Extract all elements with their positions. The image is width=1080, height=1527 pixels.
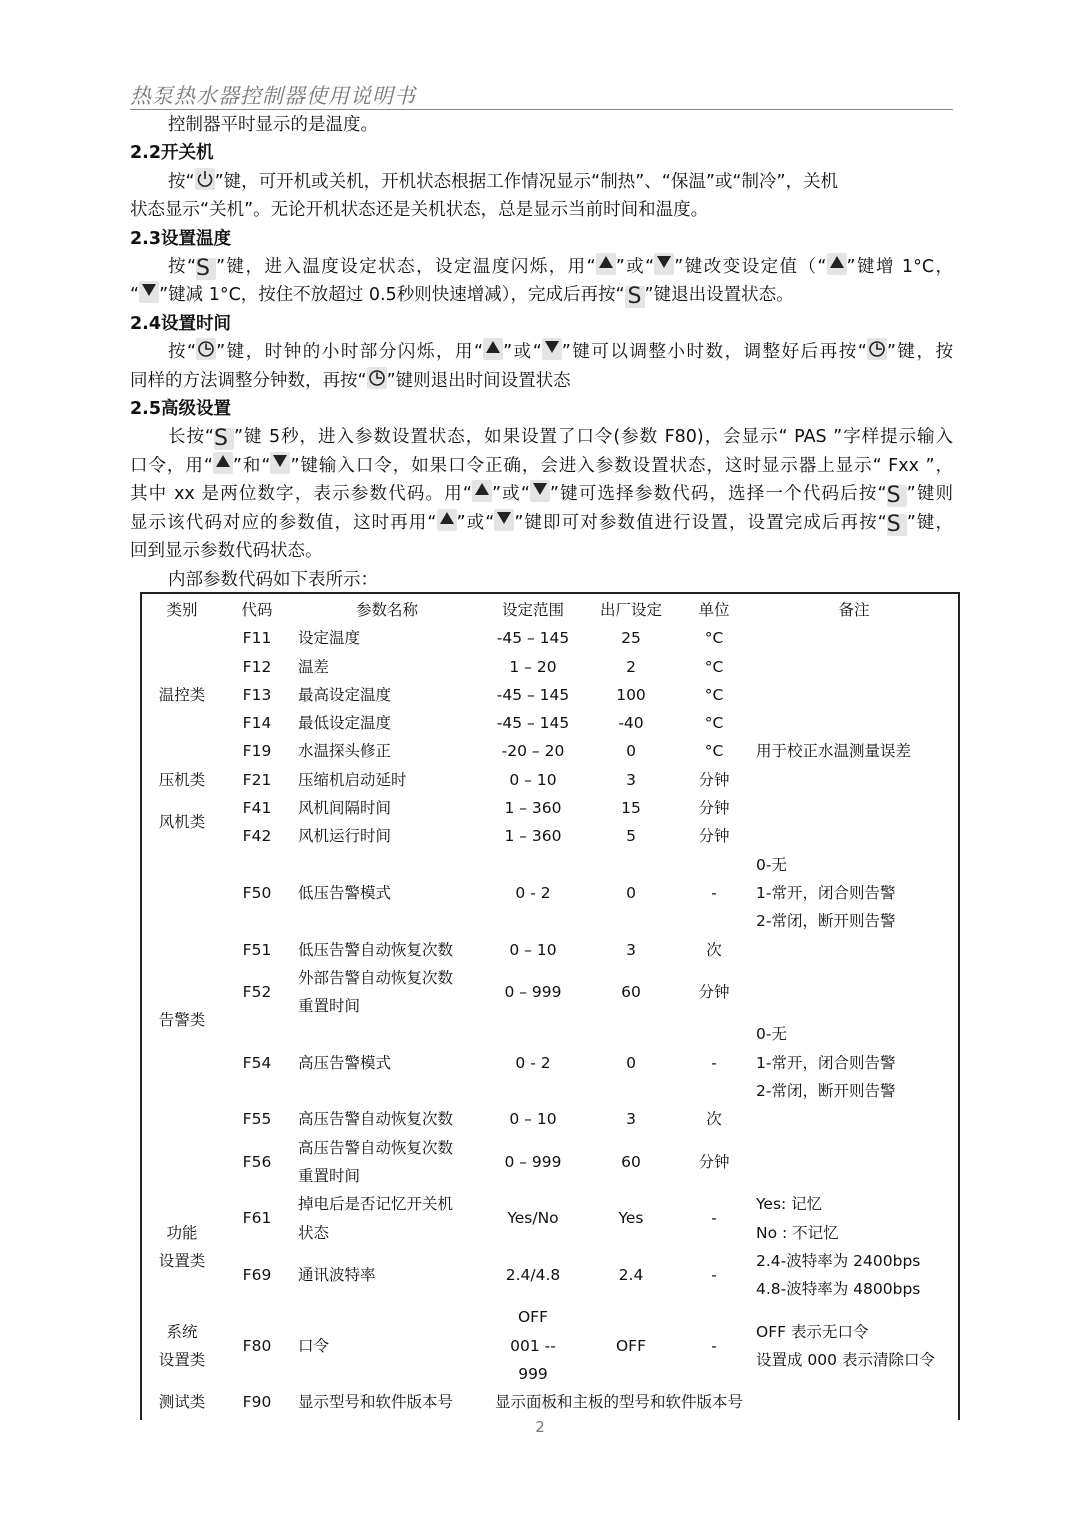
code-cell: F11 <box>242 629 272 648</box>
text-run: ”键 5秒，进入参数设置状态，如果设置了口令(参数 F80)，会显示“ PAS ”字样提示输入 <box>234 427 953 448</box>
default-cell: 3 <box>626 1110 636 1129</box>
set-key-icon: S <box>214 428 234 450</box>
paragraph-line <box>130 111 953 139</box>
table-row <box>142 794 958 822</box>
table-row <box>142 1134 958 1191</box>
document-body <box>130 111 953 594</box>
note-cell <box>750 822 958 850</box>
unit-cell: °C <box>704 629 724 648</box>
text-run: 按“ <box>168 342 197 363</box>
unit-cell: °C <box>704 657 724 676</box>
paragraph-line <box>130 367 953 395</box>
name-cell: 低压告警自动恢复次数 <box>298 940 454 959</box>
category-cell: 系统 设置类 <box>158 1322 206 1369</box>
text-run: ”键退出设置状态。 <box>644 285 794 306</box>
paragraph-line <box>130 196 953 224</box>
text-run: “ <box>130 285 140 306</box>
name-cell: 高压告警自动恢复次数 重置时间 <box>298 1138 454 1185</box>
code-cell: F21 <box>242 770 272 789</box>
code-cell: F19 <box>242 742 272 761</box>
paragraph-line <box>130 281 953 309</box>
unit-cell: 分钟 <box>698 983 730 1001</box>
section-heading: 2.3设置温度 <box>130 228 232 249</box>
column-header: 参数名称 <box>355 601 418 619</box>
range-cell: 0 – 999 <box>504 983 562 1001</box>
up-triangle-icon <box>437 509 457 531</box>
code-cell: F42 <box>242 827 272 846</box>
code-cell: F51 <box>242 940 272 959</box>
down-triangle-icon <box>530 480 550 502</box>
text-run: ”键可选择参数代码，选择一个代码后按“ <box>549 484 887 505</box>
clock-icon <box>196 338 216 360</box>
default-cell: 2 <box>626 657 636 676</box>
table-row <box>142 1247 958 1304</box>
text-run: ”键改变设定值（“ <box>674 257 827 278</box>
unit-cell: - <box>711 1265 717 1284</box>
range-cell: 0 - 2 <box>515 883 551 902</box>
note-cell <box>750 624 958 652</box>
column-header: 出厂设定 <box>599 601 662 619</box>
note-cell: 2.4-波特率为 2400bps 4.8-波特率为 4800bps <box>756 1251 921 1299</box>
paragraph-line <box>130 509 953 537</box>
text-run: 按“ <box>168 171 195 192</box>
text-run: ”键减 1°C，按住不放超过 0.5秒则快速增减），完成后再按“ <box>159 285 625 306</box>
name-cell: 最低设定温度 <box>298 714 392 733</box>
text-run: 按“ <box>168 257 197 278</box>
text-run: ”键， <box>906 512 953 533</box>
code-cell: F52 <box>242 983 272 1001</box>
down-triangle-icon <box>494 509 514 531</box>
unit-cell: 次 <box>706 940 722 959</box>
code-cell: F80 <box>242 1336 272 1355</box>
range-cell: 0 – 10 <box>509 1110 557 1129</box>
name-cell: 设定温度 <box>298 629 361 648</box>
table-row <box>142 851 958 936</box>
code-cell: F13 <box>242 685 272 704</box>
unit-cell: - <box>711 1053 717 1072</box>
text-run: 控制器平时显示的是温度。 <box>168 115 378 135</box>
name-cell: 掉电后是否记忆开关机 状态 <box>298 1195 454 1242</box>
code-cell: F56 <box>242 1152 272 1171</box>
unit-cell: °C <box>704 742 724 761</box>
range-cell: 1 – 360 <box>504 827 562 846</box>
text-run: ”或“ <box>615 257 655 278</box>
table-row <box>142 653 958 681</box>
paragraph-line <box>130 452 953 480</box>
unit-cell: 分钟 <box>698 827 730 846</box>
down-triangle-icon <box>654 253 674 275</box>
text-run: ”键，可开机或关机，开机状态根据工作情况显示“制热”、“保温”或“制冷”，关机 <box>214 171 839 192</box>
up-triangle-icon <box>213 452 233 474</box>
name-cell: 温差 <box>298 657 330 676</box>
table-row <box>142 1105 958 1133</box>
unit-cell: 次 <box>706 1110 722 1129</box>
paragraph-line <box>130 253 953 281</box>
set-key-icon: S <box>196 258 216 280</box>
paragraph-line <box>130 566 953 594</box>
range-cell: 1 – 360 <box>504 799 562 818</box>
name-cell: 高压告警自动恢复次数 <box>298 1110 454 1129</box>
unit-cell: - <box>711 883 717 902</box>
note-cell <box>750 936 958 964</box>
category-cell: 告警类 <box>158 1011 206 1030</box>
default-cell: 25 <box>621 629 641 648</box>
category-cell: 压机类 <box>158 770 206 789</box>
range-cell: 0 – 999 <box>504 1152 562 1171</box>
name-cell: 最高设定温度 <box>298 685 392 704</box>
table-row <box>142 737 958 765</box>
up-triangle-icon <box>827 253 847 275</box>
set-key-icon: S <box>625 286 645 308</box>
default-cell: 100 <box>616 685 646 704</box>
note-cell: Yes: 记忆 No : 不记忆 <box>756 1195 839 1242</box>
text-run: 其中 xx 是两位数字，表示参数代码。用“ <box>130 484 472 505</box>
section-heading: 2.2开关机 <box>130 143 214 164</box>
paragraph-line <box>130 168 953 196</box>
category-cell: 功能 设置类 <box>158 1223 206 1270</box>
column-header: 设定范围 <box>501 601 564 619</box>
table-row <box>142 964 958 1021</box>
text-run: 状态显示“关机”。无论开机状态还是关机状态，总是显示当前时间和温度。 <box>130 200 709 221</box>
paragraph-line <box>130 338 953 366</box>
range-cell: -45 – 145 <box>496 629 570 648</box>
range-cell: -20 – 20 <box>501 742 565 761</box>
table-row <box>142 681 958 709</box>
code-cell: F69 <box>242 1265 272 1284</box>
default-cell: 3 <box>626 770 636 789</box>
set-key-icon: S <box>887 485 907 507</box>
column-header: 类别 <box>166 601 198 619</box>
text-run: 显示该代码对应的参数值，这时再用“ <box>130 512 437 533</box>
range-cell: -45 – 145 <box>496 714 570 733</box>
document-header-title: 热泵热水器控制器使用说明书 <box>130 84 416 108</box>
column-header: 备注 <box>838 601 870 619</box>
text-run: ”键，进入温度设定状态，设定温度闪烁，用“ <box>216 257 596 278</box>
unit-cell: 分钟 <box>698 799 730 818</box>
default-cell: 0 <box>626 1053 636 1072</box>
default-cell: 60 <box>621 1152 641 1171</box>
code-cell: F50 <box>242 883 272 902</box>
table-row <box>142 624 958 652</box>
down-triangle-icon <box>542 338 562 360</box>
table-row <box>142 1190 958 1247</box>
code-cell: F61 <box>242 1209 272 1228</box>
text-run: ”或“ <box>456 512 495 533</box>
default-cell: 0 <box>626 742 636 761</box>
note-cell <box>750 964 958 1021</box>
unit-cell: - <box>711 1336 717 1355</box>
code-cell: F54 <box>242 1053 272 1072</box>
table-row <box>142 766 958 794</box>
default-cell: 5 <box>626 827 636 846</box>
note-cell <box>750 653 958 681</box>
set-key-icon: S <box>887 514 907 536</box>
range-cell: 0 – 10 <box>509 940 557 959</box>
clock-icon <box>367 367 387 389</box>
text-run: 回到显示参数代码状态。 <box>130 541 323 562</box>
paragraph-line <box>130 480 953 508</box>
section-heading: 2.4设置时间 <box>130 313 232 334</box>
default-cell: 0 <box>626 883 636 902</box>
down-triangle-icon <box>139 281 159 303</box>
unit-cell: °C <box>704 685 724 704</box>
range-cell: 1 – 20 <box>509 657 557 676</box>
paragraph-line <box>130 537 953 565</box>
note-cell <box>750 709 958 737</box>
text-run: ”键，按 <box>886 342 953 363</box>
up-triangle-icon <box>596 253 616 275</box>
page-number: 2 <box>535 1418 545 1436</box>
note-cell: 0-无 1-常开，闭合则告警 2-常闭，断开则告警 <box>756 855 896 931</box>
default-cell: 2.4 <box>618 1265 644 1284</box>
note-cell <box>750 1134 958 1191</box>
text-run: ”或“ <box>491 484 530 505</box>
unit-cell: 分钟 <box>698 1152 730 1171</box>
text-run: ”键输入口令，如果口令正确，会进入参数设置状态，这时显示器上显示“ Fxx ”， <box>290 455 953 476</box>
text-run: 内部参数代码如下表所示： <box>168 569 378 590</box>
name-cell: 口令 <box>298 1336 330 1355</box>
note-cell <box>750 1105 958 1133</box>
merged-description-cell: 显示面板和主板的型号和软件版本号 <box>495 1393 744 1412</box>
table-row <box>142 1388 958 1416</box>
default-cell: Yes <box>618 1209 644 1228</box>
paragraph-line <box>130 423 953 451</box>
name-cell: 水温探头修正 <box>298 742 392 761</box>
note-cell <box>750 681 958 709</box>
table-row <box>142 1303 958 1388</box>
name-cell: 高压告警模式 <box>298 1053 392 1072</box>
unit-cell: 分钟 <box>698 770 730 789</box>
code-cell: F41 <box>242 799 272 818</box>
name-cell: 低压告警模式 <box>298 883 392 902</box>
text-run: ”键可以调整小时数，调整好后再按“ <box>561 342 867 363</box>
text-run: ”和“ <box>232 455 271 476</box>
range-cell: Yes/No <box>507 1209 559 1228</box>
range-cell: 2.4/4.8 <box>505 1265 561 1284</box>
name-cell: 外部告警自动恢复次数 重置时间 <box>298 968 454 1016</box>
range-cell: 0 – 10 <box>509 770 557 789</box>
category-cell: 测试类 <box>158 1393 206 1412</box>
default-cell: OFF <box>615 1336 647 1355</box>
down-triangle-icon <box>270 452 290 474</box>
name-cell: 显示型号和软件版本号 <box>298 1393 454 1412</box>
range-cell: -45 – 145 <box>496 685 570 704</box>
table-row <box>142 936 958 964</box>
range-cell: OFF 001 -- 999 <box>510 1308 556 1384</box>
text-run: ”键则退出时间设置状态 <box>386 370 571 391</box>
header-divider <box>130 109 953 110</box>
parameter-table <box>140 592 960 1420</box>
clock-icon <box>867 338 887 360</box>
text-run: ”键增 1°C， <box>846 257 953 278</box>
name-cell: 风机运行时间 <box>298 827 392 846</box>
name-cell: 通讯波特率 <box>298 1265 376 1284</box>
code-cell: F14 <box>242 714 272 733</box>
default-cell: 3 <box>626 940 636 959</box>
text-run: ”键，时钟的小时部分闪烁，用“ <box>216 342 484 363</box>
default-cell: -40 <box>618 714 644 733</box>
text-run: ”键则 <box>906 484 953 505</box>
text-run: ”键即可对参数值进行设置，设置完成后再按“ <box>514 512 887 533</box>
text-run: 长按“ <box>168 427 214 448</box>
note-cell: OFF 表示无口令 设置成 000 表示清除口令 <box>756 1322 935 1369</box>
table-row <box>142 709 958 737</box>
note-cell <box>750 766 958 794</box>
table-row <box>142 1020 958 1105</box>
column-header: 单位 <box>698 601 730 619</box>
name-cell: 压缩机启动延时 <box>298 770 407 789</box>
default-cell: 15 <box>621 799 641 818</box>
name-cell: 风机间隔时间 <box>298 799 392 818</box>
section-heading: 2.5高级设置 <box>130 399 232 420</box>
text-run: 口令，用“ <box>130 455 213 476</box>
note-cell: 0-无 1-常开，闭合则告警 2-常闭，断开则告警 <box>756 1025 896 1101</box>
code-cell: F12 <box>242 657 272 676</box>
note-cell <box>750 794 958 822</box>
up-triangle-icon <box>483 338 503 360</box>
category-cell: 风机类 <box>158 813 206 832</box>
table-row <box>142 822 958 850</box>
range-cell: 0 - 2 <box>515 1053 551 1072</box>
up-triangle-icon <box>472 480 492 502</box>
code-cell: F90 <box>242 1393 272 1412</box>
unit-cell: °C <box>704 714 724 733</box>
code-cell: F55 <box>242 1110 272 1129</box>
column-header: 代码 <box>241 601 273 619</box>
default-cell: 60 <box>621 983 641 1001</box>
text-run: 同样的方法调整分钟数，再按“ <box>130 370 367 391</box>
table-header-row <box>142 596 958 624</box>
note-cell: 用于校正水温测量误差 <box>756 742 912 761</box>
power-icon <box>195 168 215 190</box>
unit-cell: - <box>711 1209 717 1228</box>
category-cell: 温控类 <box>158 685 206 704</box>
text-run: ”或“ <box>503 342 542 363</box>
